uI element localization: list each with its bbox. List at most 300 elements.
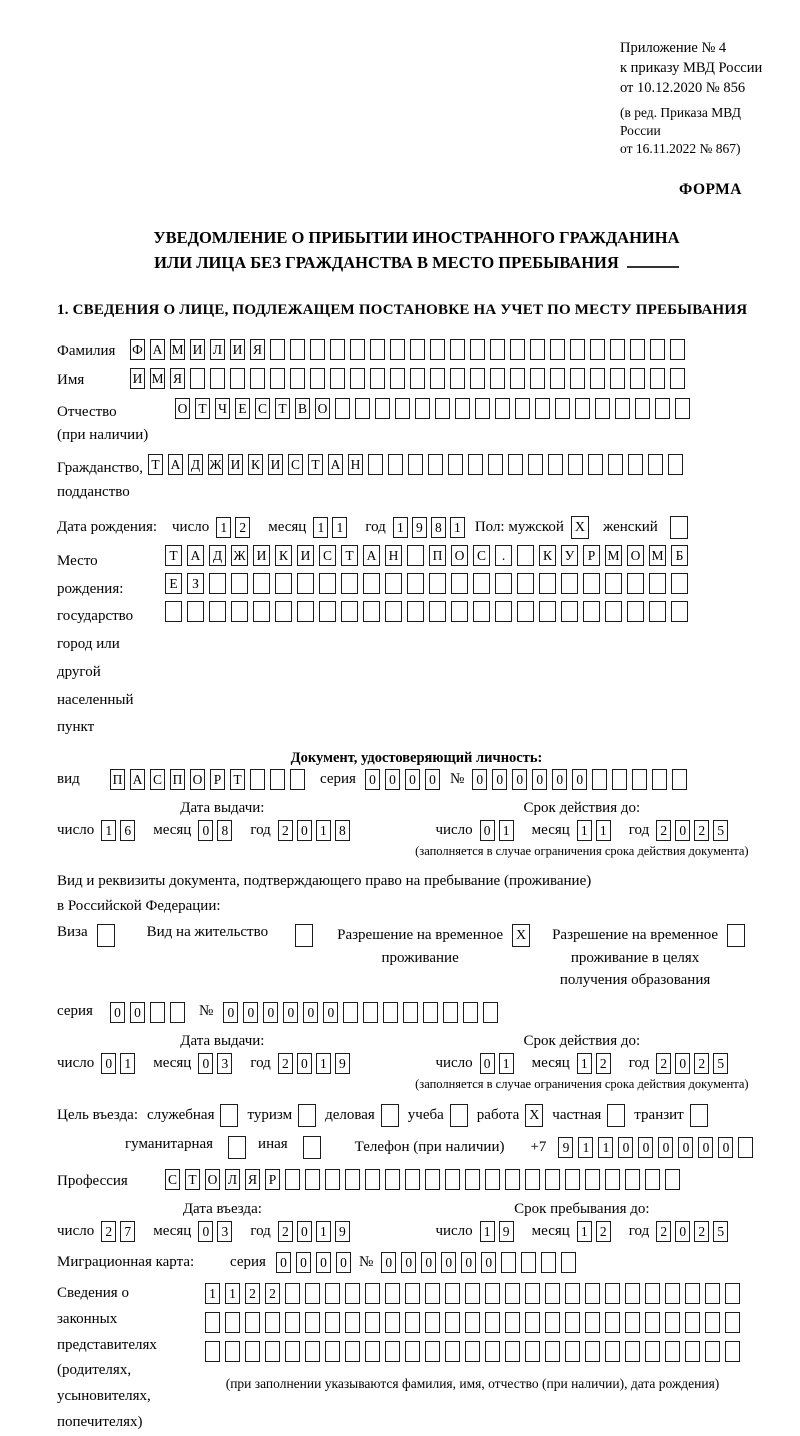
cell[interactable]: 2 xyxy=(656,1053,671,1074)
cell[interactable]: 0 xyxy=(532,769,547,790)
cell[interactable]: Р xyxy=(210,769,225,790)
cell[interactable] xyxy=(395,398,410,419)
cell[interactable] xyxy=(545,1341,560,1362)
cell[interactable]: 0 xyxy=(472,769,487,790)
cell[interactable] xyxy=(510,368,525,389)
cell[interactable] xyxy=(590,368,605,389)
cell[interactable] xyxy=(410,368,425,389)
cell[interactable]: Н xyxy=(348,454,363,475)
cell[interactable] xyxy=(625,1169,640,1190)
cell[interactable]: 1 xyxy=(450,517,465,538)
cell[interactable] xyxy=(690,1104,708,1127)
cell[interactable] xyxy=(365,1283,380,1304)
cell[interactable] xyxy=(649,601,666,622)
cell[interactable]: Т xyxy=(148,454,163,475)
cell[interactable]: Я xyxy=(170,368,185,389)
cell[interactable] xyxy=(605,1283,620,1304)
cell[interactable]: 9 xyxy=(335,1221,350,1242)
cell[interactable] xyxy=(310,368,325,389)
cell[interactable]: И xyxy=(253,545,270,566)
cell[interactable] xyxy=(665,1283,680,1304)
cell[interactable] xyxy=(570,339,585,360)
cell[interactable]: 0 xyxy=(492,769,507,790)
cell[interactable] xyxy=(385,1341,400,1362)
cell[interactable] xyxy=(495,398,510,419)
cell[interactable] xyxy=(652,769,667,790)
cell[interactable] xyxy=(190,368,205,389)
cell[interactable]: 0 xyxy=(297,1221,312,1242)
cell[interactable] xyxy=(330,368,345,389)
cell[interactable] xyxy=(495,573,512,594)
cell[interactable] xyxy=(655,398,670,419)
cell[interactable] xyxy=(475,398,490,419)
cell[interactable]: 0 xyxy=(572,769,587,790)
cell[interactable] xyxy=(610,339,625,360)
cell[interactable] xyxy=(627,601,644,622)
cell[interactable] xyxy=(368,454,383,475)
cell[interactable] xyxy=(435,398,450,419)
cell[interactable] xyxy=(430,368,445,389)
cell[interactable] xyxy=(285,1283,300,1304)
cell[interactable]: С xyxy=(288,454,303,475)
cell[interactable] xyxy=(485,1312,500,1333)
cell[interactable]: М xyxy=(605,545,622,566)
cell[interactable] xyxy=(561,1252,576,1273)
cell[interactable]: Е xyxy=(235,398,250,419)
cell[interactable] xyxy=(488,454,503,475)
cell[interactable]: С xyxy=(165,1169,180,1190)
cell[interactable] xyxy=(370,368,385,389)
cell[interactable] xyxy=(205,1341,220,1362)
cell[interactable] xyxy=(319,573,336,594)
cell[interactable]: 0 xyxy=(101,1053,116,1074)
cell[interactable]: С xyxy=(319,545,336,566)
cell[interactable]: 0 xyxy=(283,1002,298,1023)
cell[interactable]: 1 xyxy=(316,1053,331,1074)
cell[interactable] xyxy=(170,1002,185,1023)
cell[interactable] xyxy=(250,368,265,389)
cell[interactable]: 0 xyxy=(461,1252,476,1273)
cell[interactable]: 0 xyxy=(512,769,527,790)
cell[interactable]: Ф xyxy=(130,339,145,360)
cell[interactable]: М xyxy=(649,545,666,566)
cell[interactable]: 9 xyxy=(335,1053,350,1074)
cell[interactable]: Т xyxy=(195,398,210,419)
cell[interactable] xyxy=(490,339,505,360)
cell[interactable]: 0 xyxy=(365,769,380,790)
cell[interactable] xyxy=(310,339,325,360)
cell[interactable] xyxy=(561,601,578,622)
cell[interactable] xyxy=(648,454,663,475)
cell[interactable]: 0 xyxy=(718,1137,733,1158)
cell[interactable] xyxy=(630,339,645,360)
cell[interactable] xyxy=(209,573,226,594)
cell[interactable]: 1 xyxy=(480,1221,495,1242)
cell[interactable] xyxy=(607,1104,625,1127)
cell[interactable] xyxy=(385,1312,400,1333)
cell[interactable] xyxy=(220,1104,238,1127)
cell[interactable]: С xyxy=(473,545,490,566)
cell[interactable] xyxy=(425,1341,440,1362)
cell[interactable]: 8 xyxy=(335,820,350,841)
cell[interactable] xyxy=(383,1002,398,1023)
cell[interactable]: 0 xyxy=(552,769,567,790)
cell[interactable] xyxy=(632,769,647,790)
cell[interactable] xyxy=(350,339,365,360)
cell[interactable]: О xyxy=(627,545,644,566)
cell[interactable] xyxy=(303,1136,321,1159)
cell[interactable]: . xyxy=(495,545,512,566)
cell[interactable] xyxy=(231,573,248,594)
cell[interactable] xyxy=(528,454,543,475)
cell[interactable]: 0 xyxy=(421,1252,436,1273)
cell[interactable]: 1 xyxy=(205,1283,220,1304)
cell[interactable] xyxy=(585,1283,600,1304)
cell[interactable] xyxy=(515,398,530,419)
cell[interactable] xyxy=(451,573,468,594)
cell[interactable] xyxy=(270,769,285,790)
cell[interactable] xyxy=(565,1312,580,1333)
cell[interactable] xyxy=(725,1283,740,1304)
cell[interactable]: И xyxy=(130,368,145,389)
cell[interactable] xyxy=(325,1169,340,1190)
cell[interactable] xyxy=(541,1252,556,1273)
cell[interactable] xyxy=(550,339,565,360)
cell[interactable]: А xyxy=(150,339,165,360)
cell[interactable] xyxy=(645,1169,660,1190)
cell[interactable] xyxy=(445,1283,460,1304)
cell[interactable] xyxy=(535,398,550,419)
cell[interactable] xyxy=(345,1341,360,1362)
cell[interactable] xyxy=(627,573,644,594)
cell[interactable] xyxy=(275,573,292,594)
cell[interactable] xyxy=(298,1104,316,1127)
cell[interactable] xyxy=(605,1312,620,1333)
cell[interactable] xyxy=(645,1341,660,1362)
cell[interactable] xyxy=(592,769,607,790)
cell[interactable] xyxy=(465,1312,480,1333)
cell[interactable]: 2 xyxy=(656,820,671,841)
cell[interactable] xyxy=(285,1341,300,1362)
cell[interactable]: 1 xyxy=(316,820,331,841)
cell[interactable]: 0 xyxy=(658,1137,673,1158)
cell[interactable] xyxy=(615,398,630,419)
cell[interactable]: Ж xyxy=(208,454,223,475)
cell[interactable]: 0 xyxy=(297,1053,312,1074)
cell[interactable]: 0 xyxy=(198,1053,213,1074)
cell[interactable] xyxy=(250,769,265,790)
cell[interactable] xyxy=(210,368,225,389)
cell[interactable]: М xyxy=(170,339,185,360)
cell[interactable] xyxy=(561,573,578,594)
cell[interactable]: 1 xyxy=(598,1137,613,1158)
cell[interactable] xyxy=(385,1283,400,1304)
cell[interactable] xyxy=(305,1283,320,1304)
cell[interactable] xyxy=(465,1283,480,1304)
cell[interactable]: 0 xyxy=(638,1137,653,1158)
cell[interactable] xyxy=(645,1312,660,1333)
cell[interactable] xyxy=(341,573,358,594)
cell[interactable]: И xyxy=(228,454,243,475)
cell[interactable] xyxy=(408,454,423,475)
cell[interactable] xyxy=(445,1169,460,1190)
cell[interactable]: 9 xyxy=(412,517,427,538)
cell[interactable] xyxy=(403,1002,418,1023)
cell[interactable] xyxy=(230,368,245,389)
cell[interactable] xyxy=(525,1312,540,1333)
cell[interactable]: С xyxy=(150,769,165,790)
cell[interactable] xyxy=(470,368,485,389)
cell[interactable] xyxy=(390,339,405,360)
cell[interactable]: 1 xyxy=(577,820,592,841)
cell[interactable] xyxy=(375,398,390,419)
cell[interactable]: К xyxy=(539,545,556,566)
cell[interactable] xyxy=(97,924,115,947)
cell[interactable]: А xyxy=(363,545,380,566)
cell[interactable] xyxy=(465,1341,480,1362)
cell[interactable] xyxy=(325,1312,340,1333)
cell[interactable]: 0 xyxy=(336,1252,351,1273)
cell[interactable] xyxy=(225,1341,240,1362)
cell[interactable] xyxy=(473,601,490,622)
cell[interactable] xyxy=(668,454,683,475)
cell[interactable] xyxy=(625,1312,640,1333)
cell[interactable] xyxy=(341,601,358,622)
cell[interactable] xyxy=(345,1312,360,1333)
cell[interactable] xyxy=(550,368,565,389)
cell[interactable] xyxy=(585,1312,600,1333)
cell[interactable] xyxy=(388,454,403,475)
cell[interactable]: М xyxy=(150,368,165,389)
cell[interactable] xyxy=(495,601,512,622)
cell[interactable]: 0 xyxy=(323,1002,338,1023)
cell[interactable] xyxy=(405,1312,420,1333)
cell[interactable] xyxy=(390,368,405,389)
cell[interactable]: 0 xyxy=(405,769,420,790)
cell[interactable] xyxy=(165,601,182,622)
cell[interactable] xyxy=(319,601,336,622)
cell[interactable] xyxy=(385,1169,400,1190)
cell[interactable]: 0 xyxy=(385,769,400,790)
cell[interactable]: 1 xyxy=(499,820,514,841)
cell[interactable] xyxy=(451,601,468,622)
cell[interactable] xyxy=(583,573,600,594)
cell[interactable] xyxy=(150,1002,165,1023)
cell[interactable] xyxy=(473,573,490,594)
cell[interactable]: И xyxy=(268,454,283,475)
cell[interactable]: 0 xyxy=(441,1252,456,1273)
cell[interactable] xyxy=(605,1169,620,1190)
cell[interactable] xyxy=(290,769,305,790)
cell[interactable]: 0 xyxy=(198,1221,213,1242)
cell[interactable] xyxy=(470,339,485,360)
cell[interactable]: 1 xyxy=(577,1053,592,1074)
cell[interactable] xyxy=(508,454,523,475)
cell[interactable] xyxy=(275,601,292,622)
cell[interactable]: Т xyxy=(185,1169,200,1190)
cell[interactable]: 0 xyxy=(481,1252,496,1273)
cell[interactable] xyxy=(605,573,622,594)
cell[interactable] xyxy=(405,1341,420,1362)
cell[interactable] xyxy=(325,1341,340,1362)
cell[interactable] xyxy=(727,924,745,947)
cell[interactable]: 8 xyxy=(431,517,446,538)
cell[interactable] xyxy=(525,1341,540,1362)
cell[interactable] xyxy=(385,573,402,594)
cell[interactable] xyxy=(429,573,446,594)
cell[interactable]: И xyxy=(230,339,245,360)
cell[interactable] xyxy=(305,1341,320,1362)
cell[interactable] xyxy=(590,339,605,360)
cell[interactable]: 2 xyxy=(278,1221,293,1242)
cell[interactable] xyxy=(225,1312,240,1333)
cell[interactable]: Л xyxy=(225,1169,240,1190)
cell[interactable]: 1 xyxy=(313,517,328,538)
cell[interactable]: 0 xyxy=(480,820,495,841)
cell[interactable] xyxy=(665,1169,680,1190)
cell[interactable] xyxy=(608,454,623,475)
cell[interactable]: 0 xyxy=(130,1002,145,1023)
cell[interactable] xyxy=(671,573,688,594)
cell[interactable]: 0 xyxy=(303,1002,318,1023)
cell[interactable]: А xyxy=(328,454,343,475)
cell[interactable] xyxy=(545,1169,560,1190)
cell[interactable]: Т xyxy=(341,545,358,566)
cell[interactable]: О xyxy=(205,1169,220,1190)
cell[interactable]: К xyxy=(248,454,263,475)
cell[interactable] xyxy=(407,573,424,594)
cell[interactable]: С xyxy=(255,398,270,419)
cell[interactable]: П xyxy=(110,769,125,790)
cell[interactable] xyxy=(510,339,525,360)
cell[interactable]: 2 xyxy=(694,820,709,841)
cell[interactable] xyxy=(290,339,305,360)
cell[interactable]: Я xyxy=(250,339,265,360)
cell[interactable] xyxy=(649,573,666,594)
cell[interactable]: 1 xyxy=(120,1053,135,1074)
cell[interactable] xyxy=(505,1283,520,1304)
cell[interactable] xyxy=(450,368,465,389)
cell[interactable] xyxy=(425,1169,440,1190)
cell[interactable] xyxy=(381,1104,399,1127)
cell[interactable] xyxy=(187,601,204,622)
cell[interactable] xyxy=(485,1283,500,1304)
cell[interactable]: 2 xyxy=(101,1221,116,1242)
cell[interactable]: 0 xyxy=(297,820,312,841)
cell[interactable] xyxy=(505,1312,520,1333)
cell[interactable]: П xyxy=(170,769,185,790)
cell[interactable]: 9 xyxy=(558,1137,573,1158)
cell[interactable] xyxy=(231,601,248,622)
cell[interactable]: 2 xyxy=(265,1283,280,1304)
cell[interactable]: 0 xyxy=(480,1053,495,1074)
cell[interactable] xyxy=(672,769,687,790)
cell[interactable] xyxy=(425,1283,440,1304)
cell[interactable] xyxy=(575,398,590,419)
cell[interactable] xyxy=(545,1283,560,1304)
cell[interactable] xyxy=(530,368,545,389)
cell[interactable] xyxy=(363,601,380,622)
cell[interactable] xyxy=(365,1341,380,1362)
cell[interactable]: И xyxy=(297,545,314,566)
cell[interactable] xyxy=(443,1002,458,1023)
cell[interactable]: 0 xyxy=(675,1221,690,1242)
cell[interactable]: 5 xyxy=(713,820,728,841)
cell[interactable]: 0 xyxy=(381,1252,396,1273)
cell[interactable] xyxy=(445,1312,460,1333)
cell[interactable]: 2 xyxy=(694,1053,709,1074)
cell[interactable]: 2 xyxy=(278,820,293,841)
cell[interactable] xyxy=(555,398,570,419)
cell[interactable] xyxy=(290,368,305,389)
cell[interactable] xyxy=(430,339,445,360)
cell[interactable]: И xyxy=(190,339,205,360)
cell[interactable]: 9 xyxy=(499,1221,514,1242)
cell[interactable] xyxy=(485,1341,500,1362)
cell[interactable]: 2 xyxy=(656,1221,671,1242)
cell[interactable] xyxy=(685,1312,700,1333)
cell[interactable] xyxy=(505,1341,520,1362)
cell[interactable] xyxy=(305,1169,320,1190)
cell[interactable] xyxy=(465,1169,480,1190)
cell[interactable] xyxy=(521,1252,536,1273)
cell[interactable] xyxy=(355,398,370,419)
cell[interactable]: X xyxy=(571,516,589,539)
cell[interactable]: А xyxy=(168,454,183,475)
cell[interactable]: 0 xyxy=(276,1252,291,1273)
cell[interactable]: 0 xyxy=(316,1252,331,1273)
cell[interactable] xyxy=(565,1169,580,1190)
cell[interactable]: 0 xyxy=(678,1137,693,1158)
cell[interactable] xyxy=(295,924,313,947)
cell[interactable] xyxy=(685,1283,700,1304)
cell[interactable] xyxy=(450,339,465,360)
cell[interactable]: Я xyxy=(245,1169,260,1190)
cell[interactable] xyxy=(407,601,424,622)
cell[interactable] xyxy=(448,454,463,475)
cell[interactable] xyxy=(485,1169,500,1190)
cell[interactable] xyxy=(425,1312,440,1333)
cell[interactable] xyxy=(625,1341,640,1362)
cell[interactable] xyxy=(335,398,350,419)
cell[interactable] xyxy=(285,1169,300,1190)
cell[interactable] xyxy=(253,601,270,622)
cell[interactable] xyxy=(705,1283,720,1304)
cell[interactable] xyxy=(650,339,665,360)
cell[interactable] xyxy=(517,601,534,622)
cell[interactable] xyxy=(665,1312,680,1333)
cell[interactable] xyxy=(455,398,470,419)
cell[interactable] xyxy=(635,398,650,419)
cell[interactable] xyxy=(265,1341,280,1362)
cell[interactable] xyxy=(365,1169,380,1190)
cell[interactable]: Б xyxy=(671,545,688,566)
cell[interactable] xyxy=(463,1002,478,1023)
cell[interactable] xyxy=(363,573,380,594)
cell[interactable] xyxy=(270,368,285,389)
cell[interactable]: Р xyxy=(265,1169,280,1190)
cell[interactable] xyxy=(330,339,345,360)
cell[interactable] xyxy=(265,1312,280,1333)
cell[interactable]: 0 xyxy=(618,1137,633,1158)
cell[interactable]: 2 xyxy=(694,1221,709,1242)
cell[interactable]: 6 xyxy=(120,820,135,841)
cell[interactable] xyxy=(545,1312,560,1333)
cell[interactable] xyxy=(630,368,645,389)
cell[interactable]: О xyxy=(175,398,190,419)
cell[interactable]: Т xyxy=(165,545,182,566)
cell[interactable]: 0 xyxy=(675,1053,690,1074)
